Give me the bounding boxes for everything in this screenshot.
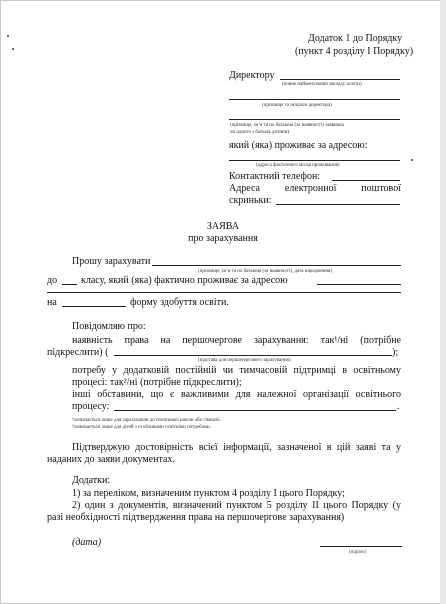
priority-line-2b: ); [392,347,399,358]
address-line [229,160,400,161]
email-label-2: скриньки: [229,195,272,206]
priority-hint: (підстава для першочергового зарахування) [198,358,291,363]
resides-label: який (яка) проживає за адресою: [229,140,368,151]
attachment-2-line-1: 2) один з документів, визначений пунктом 5 розділу ІІ цього Порядку (у [72,500,401,511]
appendix-title: Додаток 1 до Порядку [308,33,403,44]
support-line-1: потребу у додатковій постійній чи тимчасовій підтримці в освітньому [72,365,401,376]
applicant-hint-2: чи одного з батьків дитини) [230,130,290,135]
scan-mark [7,35,9,37]
footnote-2: ²зазначається лише для дітей з особливими освітніми потребами. [72,425,211,430]
request-label: Прошу зарахувати [72,256,151,267]
scan-mark [411,159,413,161]
attachment-2-line-2: разі необхідності підтвердження права на першочергове зарахування) [47,512,345,523]
document-subtitle: про зарахування [188,233,258,244]
document-title: ЗАЯВА [206,221,240,232]
address-hint: (адреса фактичного місця проживання) [256,163,340,168]
class-number-line [62,284,77,285]
other-line-2b: . [397,401,400,412]
form-prefix: на [47,297,57,308]
director-name-line [280,79,400,80]
phone-label: Контактний телефон: [229,171,321,182]
class-prefix: до [47,275,58,286]
priority-basis-line [114,355,392,356]
appendix-reference: (пункт 4 розділу І Порядку) [295,46,414,57]
email-line [276,204,400,205]
email-label-1: Адреса електронної поштової [229,183,401,194]
class-text: класу, який (яка) фактично проживає за адресою [81,275,288,286]
signature-hint: (підпис) [349,550,367,555]
form-text: форму здобуття освіти. [130,297,229,308]
confirm-line-1: Підтверджую достовірність всієї інформації, зазначеної в цій заяві та у [72,442,401,453]
date-label: (дата) [72,537,102,548]
footnote-1: ¹зазначається лише для зарахування до початкової школи або гімназії. [72,418,221,423]
inform-title: Повідомляю про: [72,321,146,332]
priority-line-1: наявність права на першочергове зарахування: так¹/ні (потрібне [72,335,401,346]
phone-line [332,180,400,181]
director-label: Директору [229,70,275,81]
child-name-line [152,265,401,266]
page-edge-shadow [440,0,446,604]
request-hint: (прізвище, ім’я та по батькові (за наявності), дата народження) [198,269,332,274]
other-line-2a: процесу: [72,401,110,412]
confirm-line-2: наданих до заяви документах. [47,454,175,465]
director-hint: (повне найменування закладу освіти) [282,82,362,87]
priority-line-2a: підкреслити) ( [47,347,109,358]
attachments-title: Додатки: [72,475,111,486]
scan-mark [12,48,14,50]
actual-address-line-2 [47,292,401,293]
other-line-1: інші обставини, що є важливими для належної організації освітнього [72,389,401,400]
applicant-hint-1: (прізвище, ім’я та по батькові (за наявності) заявника [230,123,344,128]
signature-line [320,546,402,547]
support-line-2: процесі: так²/ні (потрібне підкреслити); [72,377,242,388]
other-circumstances-line [114,410,396,411]
applicant-name-line [229,119,400,120]
initials-hint: (прізвище та ініціали директора) [262,103,332,108]
attachment-1: 1) за переліком, визначеним пунктом 4 розділу І цього Порядку; [72,488,345,499]
education-form-line [62,306,126,307]
director-initials-line [229,99,400,100]
actual-address-line [317,284,401,285]
